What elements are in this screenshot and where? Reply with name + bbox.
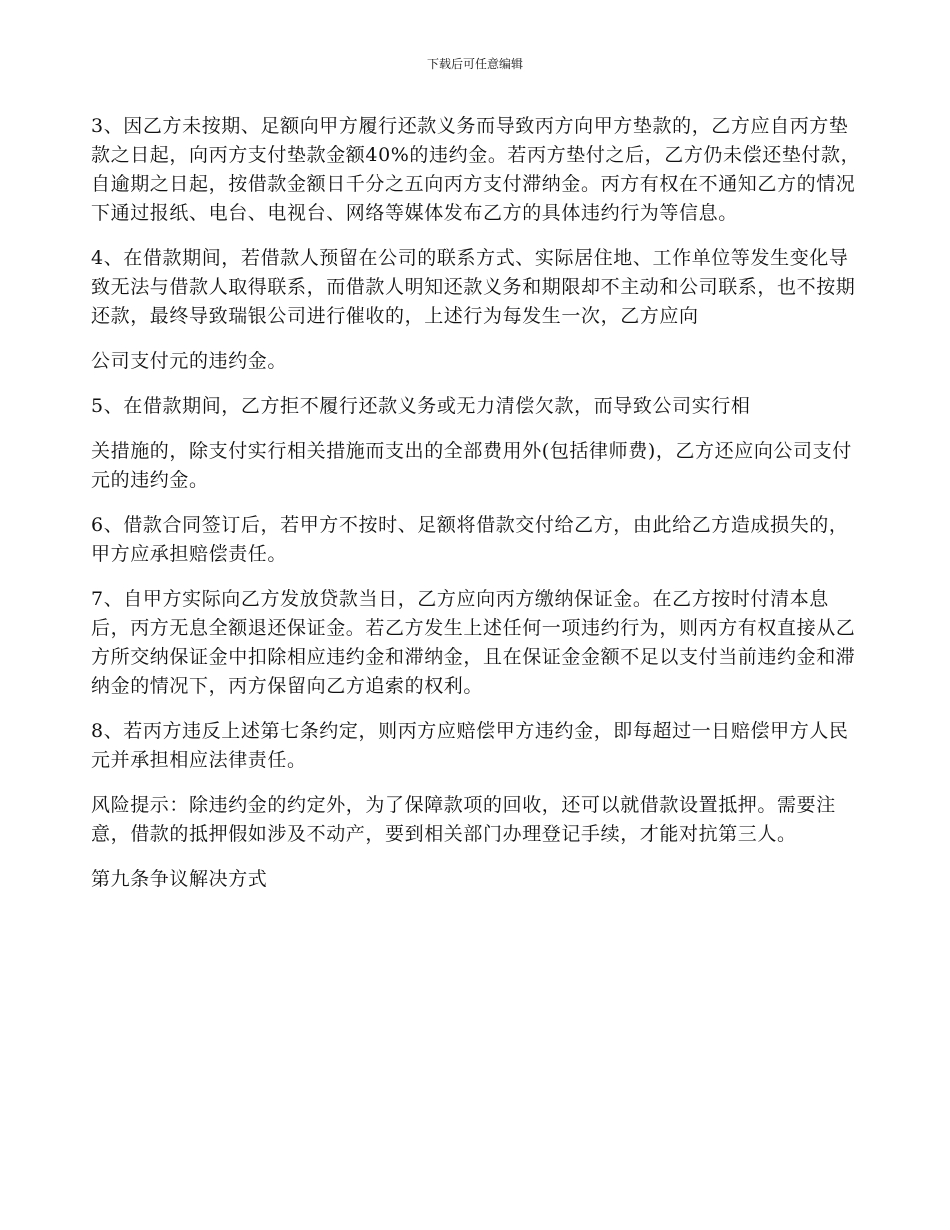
clause-5-continuation: 关措施的，除支付实行相关措施而支出的全部费用外(包括律师费)，乙方还应向公司支付元的违约金。 [91, 440, 852, 491]
document-body [91, 112, 861, 894]
clause-4-paragraph: 4、在借款期间，若借款人预留在公司的联系方式、实际居住地、工作单位等发生变化导致无法与借款人取得联系，而借款人明知还款义务和期限却不主动和公司联系，也不按期还款，最终导致瑞银公司进行催收的，上述行为每发生一次，乙方应向 [91, 247, 856, 327]
clause-3-paragraph: 3、因乙方未按期、足额向甲方履行还款义务而导致丙方向甲方垫款的，乙方应自丙方垫款之日起，向丙方支付垫款金额40%的违约金。若丙方垫付之后，乙方仍未偿还垫付款，自逾期之日起，按借款金额日千分之五向丙方支付滞纳金。丙方有权在不通知乙方的情况下通过报纸、电台、电视台、网络等媒体发布乙方的具体违约行为等信息。 [91, 115, 861, 224]
clause-8-paragraph: 8、若丙方违反上述第七条约定，则丙方应赔偿甲方违约金，即每超过一日赔偿甲方人民元并承担相应法律责任。 [91, 720, 849, 771]
clause-5-paragraph: 5、在借款期间，乙方拒不履行还款义务或无力清偿欠款，而导致公司实行相 [91, 395, 751, 417]
page-header-note: 下载后可任意编辑 [426, 57, 523, 71]
article-9-heading: 第九条争议解决方式 [91, 868, 268, 890]
risk-notice-paragraph: 风险提示：除违约金的约定外，为了保障款项的回收，还可以就借款设置抵押。需要注意，借款的抵押假如涉及不动产，要到相关部门办理登记手续，才能对抗第三人。 [91, 794, 836, 845]
clause-7-paragraph: 7、自甲方实际向乙方发放贷款当日，乙方应向丙方缴纳保证金。在乙方按时付清本息后，丙方无息全额退还保证金。若乙方发生上述任何一项违约行为，则丙方有权直接从乙方所交纳保证金中扣除相应违约金和滞纳金，且在保证金金额不足以支付当前违约金和滞纳金的情况下，丙方保留向乙方追索的权利。 [91, 588, 856, 697]
clause-6-paragraph: 6、借款合同签订后，若甲方不按时、足额将借款交付给乙方，由此给乙方造成损失的，甲方应承担赔偿责任。 [91, 514, 849, 565]
clause-4-continuation: 公司支付元的违约金。 [91, 350, 288, 372]
